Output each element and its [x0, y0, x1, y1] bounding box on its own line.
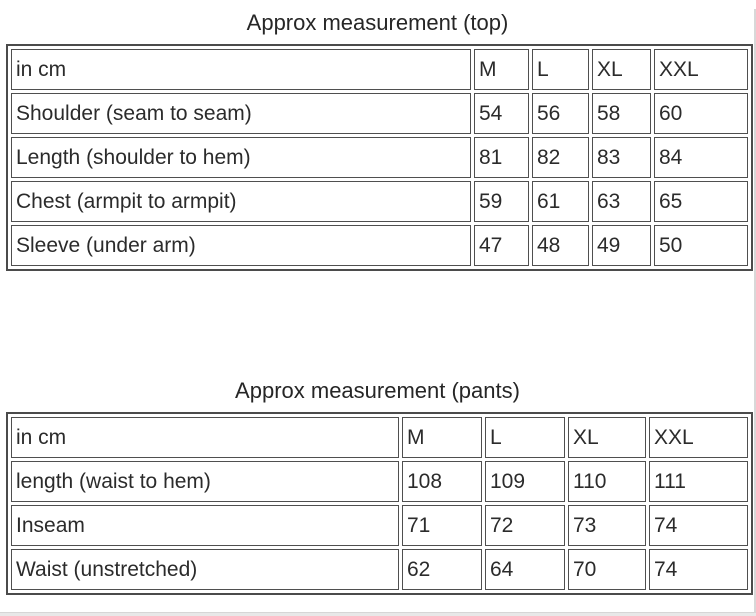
table-row	[11, 225, 748, 266]
value-cell: 82	[532, 137, 589, 178]
value-cell: 83	[592, 137, 651, 178]
header-cell-m: M	[474, 49, 529, 90]
value-cell: 70	[568, 549, 646, 590]
table-header-row	[11, 417, 748, 458]
window-bottom-edge	[0, 612, 756, 616]
header-cell-unit: in cm	[11, 49, 471, 90]
content-area	[0, 9, 756, 595]
header-cell-xxl: XXL	[649, 417, 748, 458]
table-row	[11, 93, 748, 134]
section-gap	[6, 271, 756, 368]
row-label-cell: Length (shoulder to hem)	[11, 137, 471, 178]
table-header-row	[11, 49, 748, 90]
header-cell-l: L	[532, 49, 589, 90]
value-cell: 49	[592, 225, 651, 266]
header-cell-l: L	[485, 417, 565, 458]
value-cell: 74	[649, 549, 748, 590]
value-cell: 74	[649, 505, 748, 546]
value-cell: 72	[485, 505, 565, 546]
row-label-cell: Sleeve (under arm)	[11, 225, 471, 266]
value-cell: 109	[485, 461, 565, 502]
page	[0, 9, 756, 616]
value-cell: 47	[474, 225, 529, 266]
row-label-cell: Chest (armpit to armpit)	[11, 181, 471, 222]
value-cell: 81	[474, 137, 529, 178]
value-cell: 56	[532, 93, 589, 134]
row-label-cell: Shoulder (seam to seam)	[11, 93, 471, 134]
header-cell-m: M	[402, 417, 482, 458]
value-cell: 50	[654, 225, 748, 266]
value-cell: 54	[474, 93, 529, 134]
header-cell-xl: XL	[568, 417, 646, 458]
table-title-pants: Approx measurement (pants)	[235, 378, 520, 403]
row-label-cell: Inseam	[11, 505, 399, 546]
value-cell: 62	[402, 549, 482, 590]
table-title-top: Approx measurement (top)	[246, 10, 509, 35]
value-cell: 84	[654, 137, 748, 178]
value-cell: 63	[592, 181, 651, 222]
value-cell: 71	[402, 505, 482, 546]
header-cell-xl: XL	[592, 49, 651, 90]
table-row	[11, 549, 748, 590]
value-cell: 108	[402, 461, 482, 502]
header-cell-xxl: XXL	[654, 49, 748, 90]
value-cell: 48	[532, 225, 589, 266]
header-cell-unit: in cm	[11, 417, 399, 458]
value-cell: 60	[654, 93, 748, 134]
table-row	[11, 505, 748, 546]
row-label-cell: Waist (unstretched)	[11, 549, 399, 590]
table-row	[11, 181, 748, 222]
value-cell: 64	[485, 549, 565, 590]
value-cell: 73	[568, 505, 646, 546]
table-row	[11, 137, 748, 178]
value-cell: 110	[568, 461, 646, 502]
value-cell: 65	[654, 181, 748, 222]
value-cell: 59	[474, 181, 529, 222]
value-cell: 61	[532, 181, 589, 222]
value-cell: 111	[649, 461, 748, 502]
table-row	[11, 461, 748, 502]
measurement-table-pants	[6, 412, 753, 595]
measurement-table-top	[6, 44, 753, 271]
row-label-cell: length (waist to hem)	[11, 461, 399, 502]
value-cell: 58	[592, 93, 651, 134]
